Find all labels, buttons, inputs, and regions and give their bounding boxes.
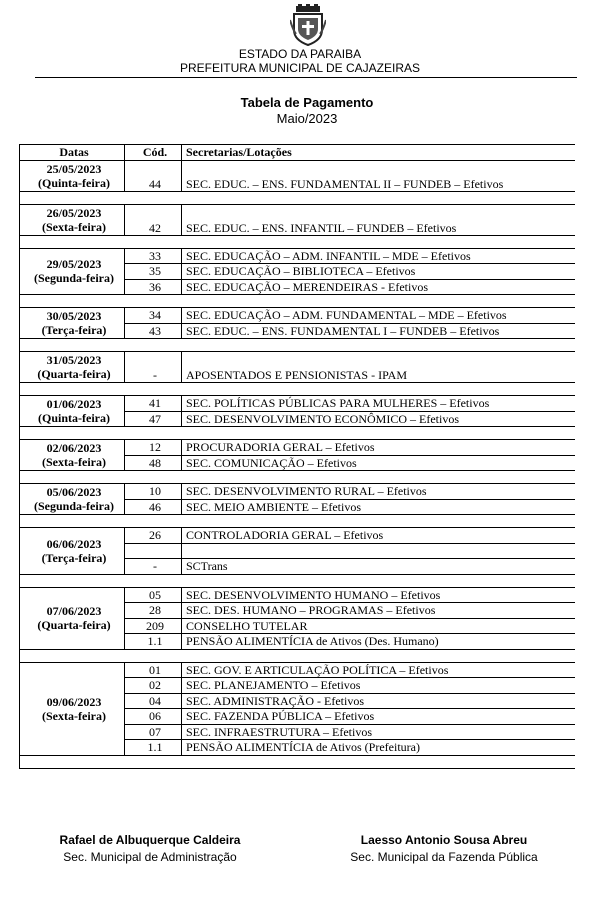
department-code: 10 (125, 484, 182, 500)
department-name: SEC. COMUNICAÇÃO – Efetivos (186, 455, 357, 470)
page-title: Tabela de Pagamento (240, 95, 374, 110)
payment-date: 29/05/2023 (46, 257, 102, 272)
table-row (20, 160, 575, 191)
department-code: 46 (125, 499, 182, 515)
payment-weekday: (Quarta-feira) (37, 618, 111, 632)
payment-date: 31/05/2023 (46, 353, 102, 367)
department-name: SEC. EDUC. – ENS. INFANTIL – FUNDEB – Efetivos (186, 220, 457, 235)
group-spacer (20, 295, 575, 308)
payment-weekday: (Quinta-feira) (38, 411, 110, 425)
department-name: SEC. POLÍTICAS PÚBLICAS PARA MULHERES – Efetivos (182, 396, 575, 412)
group-spacer-row (20, 191, 575, 204)
signature-administration (0, 832, 300, 866)
page-period: Maio/2023 (276, 111, 338, 126)
group-spacer (20, 191, 575, 204)
signature-finance (294, 832, 594, 866)
payment-date-cell (20, 484, 125, 515)
payment-weekday: (Segunda-feira) (34, 499, 114, 513)
group-spacer-row (20, 471, 575, 484)
department-name: PROCURADORIA GERAL – Efetivos (182, 440, 575, 456)
payment-date: 06/06/2023 (46, 536, 102, 551)
department-code: 34 (125, 308, 182, 324)
payment-weekday: (Quarta-feira) (37, 367, 111, 381)
department-name: SEC. EDUCAÇÃO – ADM. INFANTIL – MDE – Efetivos (182, 248, 575, 264)
department-name: SEC. INFRAESTRUTURA – Efetivos (182, 724, 575, 740)
table-row (20, 528, 575, 544)
group-spacer (20, 755, 575, 768)
payment-date-cell (20, 587, 125, 649)
group-spacer (20, 427, 575, 440)
department-code: 05 (125, 587, 182, 603)
group-spacer-row (20, 427, 575, 440)
group-spacer (20, 471, 575, 484)
department-code: 28 (125, 603, 182, 619)
department-name: PENSÃO ALIMENTÍCIA de Ativos (Des. Humano) (186, 634, 439, 649)
table-row (20, 248, 575, 264)
payment-weekday: (Sexta-feira) (42, 708, 106, 723)
department-name: SEC. DES. HUMANO – PROGRAMAS – Efetivos (182, 603, 575, 619)
table-row (20, 396, 575, 412)
department-code: 36 (125, 279, 182, 295)
department-name: SEC. ADMINISTRAÇÃO - Efetivos (182, 693, 575, 709)
payment-date-cell (20, 160, 125, 191)
header-code: Cód. (125, 145, 182, 161)
table-row (20, 662, 575, 678)
table-row (20, 440, 575, 456)
department-code: 41 (125, 396, 182, 412)
payment-date-cell (20, 396, 125, 427)
payment-weekday: (Terça-feira) (41, 323, 107, 337)
state-name: ESTADO DA PARAIBA (238, 47, 362, 61)
department-code: - (125, 559, 182, 575)
department-code: 47 (125, 411, 182, 427)
department-code: 42 (125, 204, 182, 235)
header-department: Secretarias/Lotações (182, 145, 575, 161)
payment-date-cell (20, 308, 125, 339)
payment-date: 02/06/2023 (46, 441, 102, 455)
department-name: SEC. DESENVOLVIMENTO RURAL – Efetivos (182, 484, 575, 500)
payment-weekday: (Segunda-feira) (34, 271, 114, 286)
table-row (20, 352, 575, 383)
header-divider (35, 77, 577, 78)
department-name: CONTROLADORIA GERAL – Efetivos (182, 528, 575, 544)
department-name: PENSÃO ALIMENTÍCIA de Ativos (Prefeitura) (186, 740, 420, 755)
table-row (20, 204, 575, 235)
department-code: - (125, 352, 182, 383)
department-name: SEC. MEIO AMBIENTE – Efetivos (186, 499, 361, 514)
department-name: SEC. EDUCAÇÃO – BIBLIOTECA – Efetivos (182, 264, 575, 280)
signer-role: Sec. Municipal de Administração (63, 850, 237, 864)
payment-date-cell (20, 248, 125, 295)
payment-date: 07/06/2023 (46, 604, 102, 618)
group-spacer-row (20, 383, 575, 396)
department-code: 48 (125, 455, 182, 471)
payment-date-cell (20, 204, 125, 235)
signer-role: Sec. Municipal da Fazenda Pública (350, 850, 538, 864)
group-spacer-row (20, 339, 575, 352)
department-code: 1.1 (125, 634, 182, 650)
payment-date-cell (20, 528, 125, 575)
department-code: 26 (125, 528, 182, 544)
group-spacer-row (20, 649, 575, 662)
table-row (20, 308, 575, 324)
department-code: 07 (125, 724, 182, 740)
department-code: 04 (125, 693, 182, 709)
department-code: 02 (125, 678, 182, 694)
payment-weekday: (Quinta-feira) (38, 175, 110, 190)
payment-date: 25/05/2023 (46, 161, 102, 176)
payment-weekday: (Sexta-feira) (42, 455, 106, 469)
department-code: 209 (125, 618, 182, 634)
department-name: APOSENTADOS E PENSIONISTAS - IPAM (186, 368, 407, 382)
department-name: CONSELHO TUTELAR (182, 618, 575, 634)
group-spacer-row (20, 755, 575, 768)
payment-date: 05/06/2023 (46, 485, 102, 499)
table-header-row (20, 145, 575, 161)
municipal-seal-icon (290, 4, 326, 46)
payment-date-cell (20, 440, 125, 471)
department-name: SEC. EDUCAÇÃO – ADM. FUNDAMENTAL – MDE – Efetivos (182, 308, 575, 324)
department-code: 12 (125, 440, 182, 456)
department-code: 44 (125, 160, 182, 191)
payment-date-cell (20, 352, 125, 383)
municipality-name: PREFEITURA MUNICIPAL DE CAJAZEIRAS (179, 61, 421, 75)
payment-weekday: (Terça-feira) (41, 550, 107, 565)
group-spacer-row (20, 295, 575, 308)
group-spacer-row (20, 515, 575, 528)
group-spacer-row (20, 235, 575, 248)
signer-name: Rafael de Albuquerque Caldeira (59, 833, 241, 847)
department-code: 1.1 (125, 740, 182, 756)
table-row (20, 587, 575, 603)
department-name: SEC. EDUC. – ENS. FUNDAMENTAL I – FUNDEB – Efetivos (186, 323, 500, 338)
payment-date: 30/05/2023 (46, 309, 102, 323)
group-spacer-row (20, 574, 575, 587)
department-name: SEC. GOV. E ARTICULAÇÃO POLÍTICA – Efetivos (182, 662, 575, 678)
department-name: SEC. PLANEJAMENTO – Efetivos (182, 678, 575, 694)
department-name: SEC. DESENVOLVIMENTO HUMANO – Efetivos (182, 587, 575, 603)
department-name: SCTrans (186, 559, 228, 574)
group-spacer (20, 383, 575, 396)
department-code: 33 (125, 248, 182, 264)
payment-table (19, 144, 575, 769)
payment-weekday: (Sexta-feira) (42, 219, 106, 234)
group-spacer (20, 649, 575, 662)
payment-date: 09/06/2023 (46, 694, 102, 709)
group-spacer (20, 574, 575, 587)
payment-date: 26/05/2023 (46, 205, 102, 220)
header-date: Datas (20, 145, 125, 161)
department-name: SEC. DESENVOLVIMENTO ECONÔMICO – Efetivos (186, 411, 459, 426)
group-spacer (20, 515, 575, 528)
department-name: SEC. FAZENDA PÚBLICA – Efetivos (182, 709, 575, 725)
table-row (20, 484, 575, 500)
department-code: 01 (125, 662, 182, 678)
group-spacer (20, 235, 575, 248)
department-code: 06 (125, 709, 182, 725)
department-name (182, 543, 575, 559)
department-name: SEC. EDUCAÇÃO – MERENDEIRAS - Efetivos (186, 279, 428, 294)
department-code: 35 (125, 264, 182, 280)
signer-name: Laesso Antonio Sousa Abreu (360, 833, 528, 847)
payment-date: 01/06/2023 (46, 397, 102, 411)
payment-date-cell (20, 662, 125, 755)
department-code (125, 543, 182, 559)
department-name: SEC. EDUC. – ENS. FUNDAMENTAL II – FUNDEB – Efetivos (186, 176, 504, 191)
department-code: 43 (125, 323, 182, 339)
group-spacer (20, 339, 575, 352)
